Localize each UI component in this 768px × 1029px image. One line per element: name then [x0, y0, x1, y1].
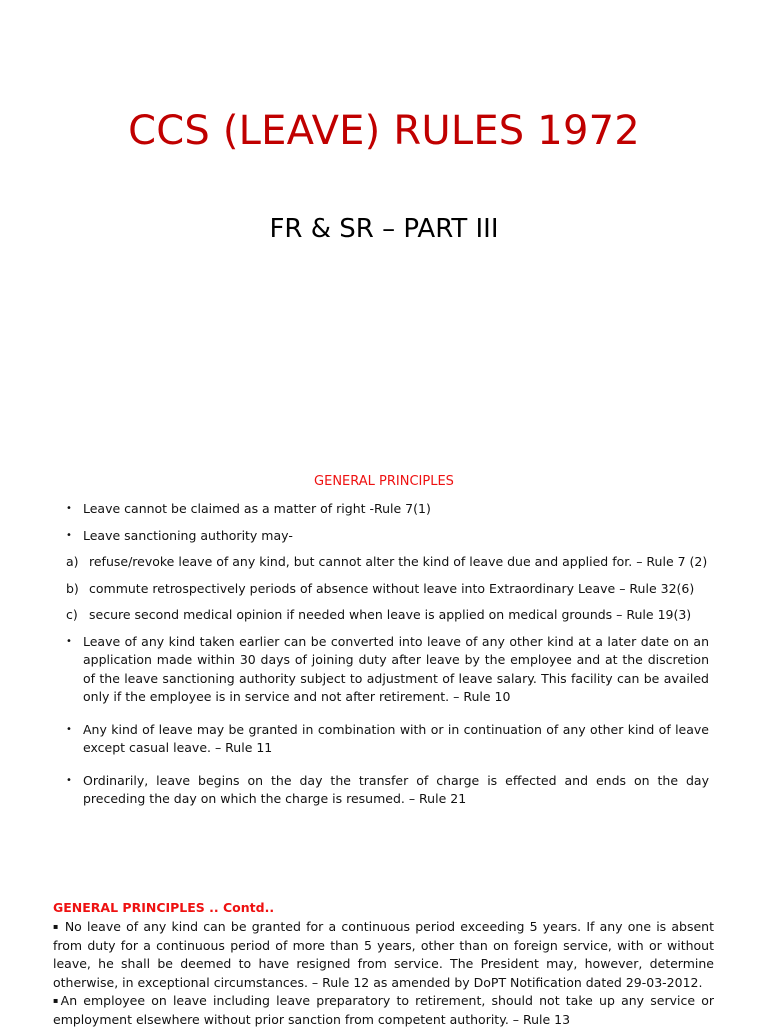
square-bullet-icon: ▪: [53, 922, 60, 931]
bullet-marker: •: [66, 723, 72, 735]
item-text: secure second medical opinion if needed when leave is applied on medical grounds – Rule 19(3): [89, 607, 692, 622]
bullet-marker: •: [66, 774, 72, 786]
alpha-marker: c): [66, 607, 78, 622]
list-item: [66, 553, 709, 572]
contd-heading: GENERAL PRINCIPLES .. Contd..: [53, 900, 275, 915]
square-bullet-icon: ▪: [53, 996, 61, 1005]
list-item: [66, 772, 709, 809]
item-text: Ordinarily, leave begins on the day the transfer of charge is effected and ends on the day preceding the day on which the charge is resumed. – Rule 21: [83, 772, 709, 806]
item-text: Leave sanctioning authority may-: [83, 527, 293, 543]
list-item: [66, 580, 709, 599]
item-text: Any kind of leave may be granted in combination with or in continuation of any other kind of leave except casual leave. – Rule 11: [83, 721, 709, 755]
paragraph-text: An employee on leave including leave preparatory to retirement, should not take up any service or employment elsewhere without prior sanction from competent authority. – Rule 13: [53, 993, 714, 1027]
slide-title: CCS (LEAVE) RULES 1972: [128, 108, 640, 154]
list-item: [66, 527, 709, 546]
item-text: Leave cannot be claimed as a matter of right -Rule 7(1): [83, 501, 431, 516]
paragraph: [53, 918, 714, 992]
slide-subtitle: FR & SR – PART III: [269, 214, 499, 244]
principles-list: [66, 500, 709, 809]
list-item: [66, 500, 709, 519]
list-item: [66, 606, 709, 625]
bullet-marker: •: [66, 529, 72, 541]
alpha-marker: b): [66, 580, 79, 596]
bullet-marker: •: [66, 503, 72, 514]
paragraph-text: No leave of any kind can be granted for a continuous period exceeding 5 years. If any one is absent from duty for a continuous period of more than 5 years, other than on foreign service, with or without leave, he shall be deemed to have resigned from service. The President may, however, determine otherwise, in exceptional circumstances. – Rule 12 as amended by DoPT Notification dated 29-03-2012.: [53, 919, 714, 990]
item-text: refuse/revoke leave of any kind, but cannot alter the kind of leave due and applied for. – Rule 7 (2): [89, 554, 708, 569]
item-text: commute retrospectively periods of absence without leave into Extraordinary Leave – Rule 32(6): [89, 580, 695, 596]
bullet-marker: •: [66, 635, 72, 647]
list-item: [66, 721, 709, 758]
section-heading: GENERAL PRINCIPLES: [314, 474, 454, 489]
item-text: Leave of any kind taken earlier can be converted into leave of any other kind at a later date on an application made within 30 days of joining duty after leave by the employee and at the discretion of the leave sanctioning authority subject to adjustment of leave salary. This facility can be availed only if the employee is in service and not after retirement. – Rule 10: [83, 633, 709, 704]
list-item: [66, 633, 709, 707]
paragraph: [53, 992, 714, 1029]
alpha-marker: a): [66, 554, 79, 569]
